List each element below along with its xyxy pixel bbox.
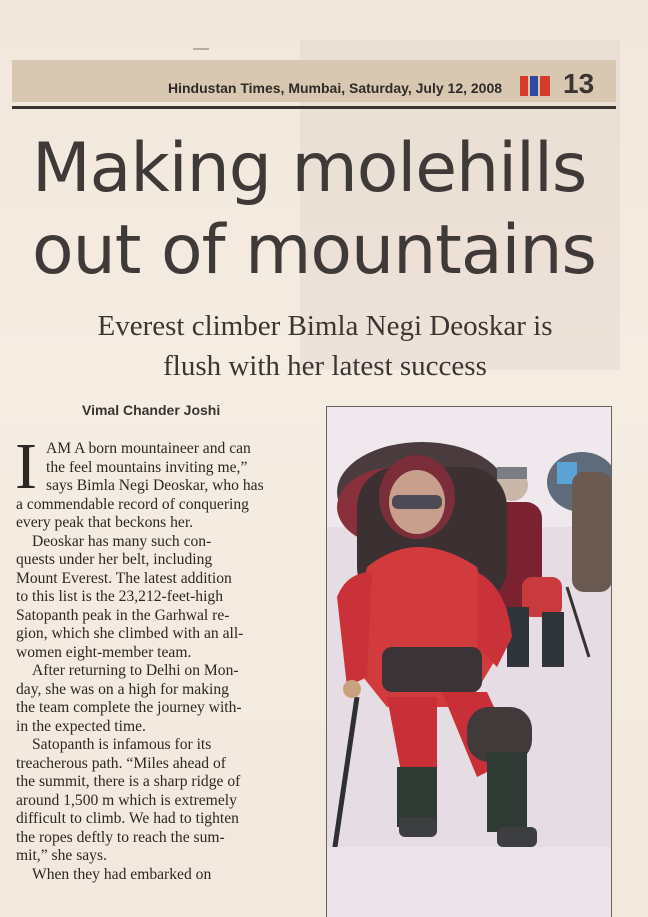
body-line: mit,” she says. bbox=[16, 847, 107, 864]
body-line: When they had embarked on bbox=[32, 865, 212, 883]
masthead-dateline: Hindustan Times, Mumbai, Saturday, July 12, 2008 bbox=[168, 80, 503, 96]
body-line: treacherous path. “Miles ahead of bbox=[16, 754, 226, 772]
body-line: quests under her belt, including bbox=[16, 551, 213, 568]
top-mark bbox=[193, 48, 209, 50]
headline bbox=[32, 128, 622, 292]
ht-logo-icon bbox=[520, 76, 552, 96]
headline-line: out of mountains bbox=[32, 211, 596, 290]
body-line: Satopanth peak in the Garhwal re- bbox=[16, 606, 230, 624]
headline-line: Making molehills bbox=[32, 129, 587, 208]
body-line: difficult to climb. We had to tighten bbox=[16, 810, 239, 827]
subheadline bbox=[40, 306, 610, 386]
page-number: 13 bbox=[563, 68, 595, 99]
climbers-photo bbox=[326, 406, 612, 917]
body-line: Mount Everest. The latest addition bbox=[16, 569, 232, 587]
byline: Vimal Chander Joshi bbox=[82, 402, 221, 418]
body-line: the summit, there is a sharp ridge of bbox=[16, 773, 241, 790]
body-line: AM A born mountaineer and can bbox=[46, 440, 251, 457]
body-line: says Bimla Negi Deoskar, who has bbox=[46, 477, 264, 494]
body-line: Satopanth is infamous for its bbox=[32, 736, 212, 753]
body-line: After returning to Delhi on Mon- bbox=[32, 662, 239, 679]
body-line: Deoskar has many such con- bbox=[32, 532, 212, 550]
body-line: every peak that beckons her. bbox=[16, 514, 194, 531]
body-line: to this list is the 23,212-feet-high bbox=[16, 588, 224, 605]
climbers-illustration bbox=[327, 407, 612, 917]
body-line: gion, which she climbed with an all- bbox=[16, 625, 244, 642]
subheadline-line: flush with her latest success bbox=[163, 350, 487, 382]
body-line: day, she was on a high for making bbox=[16, 680, 229, 698]
body-line: a commendable record of conquering bbox=[16, 495, 249, 513]
subheadline-line: Everest climber Bimla Negi Deoskar is bbox=[97, 310, 553, 342]
body-line: the feel mountains inviting me,” bbox=[46, 458, 248, 476]
drop-cap: I bbox=[15, 430, 37, 503]
body-line: in the expected time. bbox=[16, 717, 146, 735]
article-body bbox=[16, 440, 306, 884]
body-line: the team complete the journey with- bbox=[16, 699, 242, 716]
body-line: women eight-member team. bbox=[16, 643, 192, 661]
body-line: around 1,500 m which is extremely bbox=[16, 791, 237, 809]
body-line: the ropes deftly to reach the sum- bbox=[16, 828, 225, 846]
masthead-rule bbox=[12, 106, 616, 109]
